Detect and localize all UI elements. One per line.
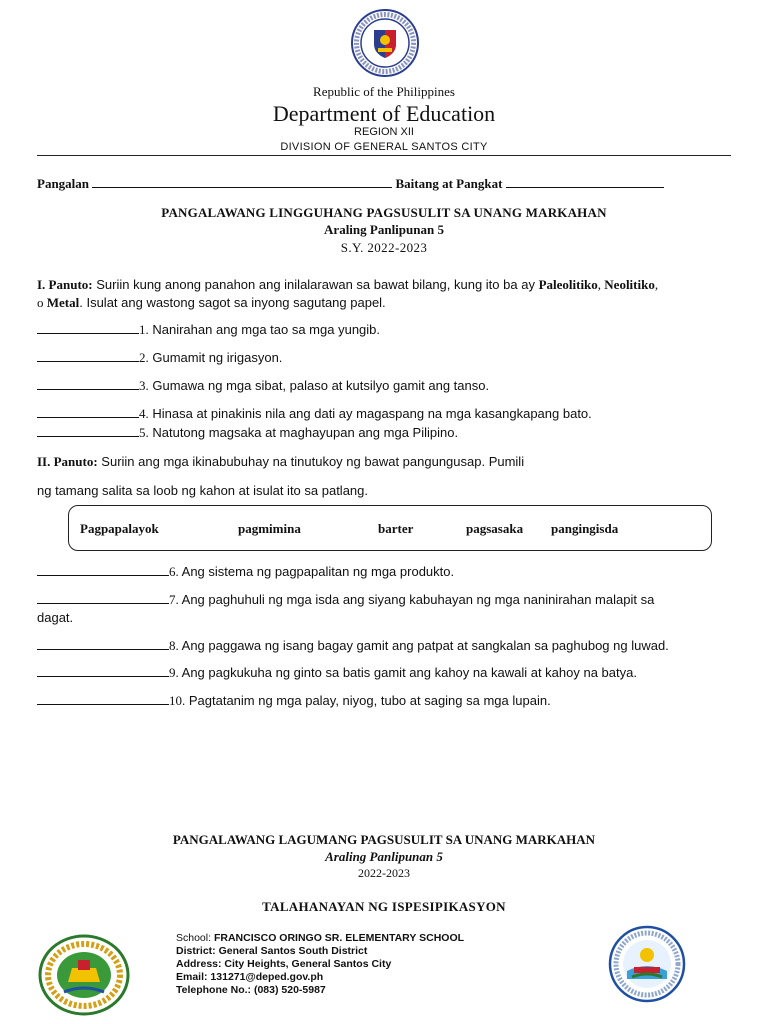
exam-school-year: S.Y. 2022-2023 bbox=[340, 240, 428, 255]
choice-word: pangingisda bbox=[551, 521, 619, 536]
answer-blank[interactable] bbox=[37, 406, 139, 418]
grade-blank[interactable] bbox=[506, 176, 664, 188]
part2-instructions: II. Panuto: Suriin ang mga ikinabubuhay na tinutukoy ng bawat pangungusap. Pumili bbox=[37, 454, 525, 469]
list-item: 8. Ang paggawa ng isang bagay gamit ang patpat at sangkalan sa paghubog ng luwad. bbox=[37, 638, 669, 654]
choice-word: barter bbox=[378, 521, 414, 536]
answer-blank[interactable] bbox=[37, 638, 169, 650]
summative-title: PANGALAWANG LAGUMANG PAGSUSULIT SA UNANG MARKAHAN bbox=[172, 832, 596, 847]
list-item: 2. Gumamit ng irigasyon. bbox=[37, 350, 282, 366]
answer-blank[interactable] bbox=[37, 592, 169, 604]
part2-label: II. Panuto: bbox=[37, 454, 98, 469]
list-item: 1. Nanirahan ang mga tao sa mga yungib. bbox=[37, 322, 380, 338]
part2-instructions-cont: ng tamang salita sa loob ng kahon at isulat ito sa patlang. bbox=[37, 483, 368, 498]
school-email: Email: 131271@deped.gov.ph bbox=[176, 971, 324, 983]
name-label: Pangalan bbox=[37, 176, 90, 191]
list-item-cont: dagat. bbox=[37, 610, 74, 625]
answer-blank[interactable] bbox=[37, 425, 139, 437]
school-telephone: Telephone No.: (083) 520-5987 bbox=[176, 984, 326, 996]
choice-word: pagmimina bbox=[238, 521, 301, 536]
choice-word: pagsasaka bbox=[466, 521, 524, 536]
division-logo-icon bbox=[608, 925, 686, 1003]
school-info: School: FRANCISCO ORINGO SR. ELEMENTARY SCHOOL District: General Santos South District Address: City Heights, General Santos City Email: 131271@deped.gov.ph Telephone No.: (083) 520-5987 bbox=[176, 932, 465, 996]
choice-word: Pagpapalayok bbox=[80, 521, 159, 536]
department-heading: Department of Education bbox=[272, 101, 496, 126]
list-item: 7. Ang paghuhuli ng mga isda ang siyang kabuhayan ng mga naninirahan malapit sa bbox=[37, 592, 654, 608]
list-item: 9. Ang pagkukuha ng ginto sa batis gamit ang kahoy na kawali at kahoy na batya. bbox=[37, 665, 637, 681]
name-blank[interactable] bbox=[92, 176, 392, 188]
republic-heading: Republic of the Philippines bbox=[313, 84, 455, 99]
list-item: 10. Pagtatanim ng mga palay, niyog, tubo at saging sa mga lupain. bbox=[37, 693, 551, 709]
school-district: District: General Santos South District bbox=[176, 945, 368, 957]
header-divider bbox=[37, 155, 731, 156]
answer-blank[interactable] bbox=[37, 693, 169, 705]
list-item: 4. Hinasa at pinakinis nila ang dati ay magaspang na mga kasangkapang bato. bbox=[37, 406, 592, 422]
region-heading: REGION XII bbox=[354, 126, 414, 138]
exam-title: PANGALAWANG LINGGUHANG PAGSUSULIT SA UNANG MARKAHAN bbox=[161, 205, 607, 220]
answer-blank[interactable] bbox=[37, 378, 139, 390]
answer-blank[interactable] bbox=[37, 322, 139, 334]
list-item: 6. Ang sistema ng pagpapalitan ng mga produkto. bbox=[37, 564, 454, 580]
division-heading: DIVISION OF GENERAL SANTOS CITY bbox=[280, 141, 488, 153]
part1-label: I. Panuto: bbox=[37, 277, 93, 292]
part1-instructions: I. Panuto: Suriin kung anong panahon ang inilalarawan sa bawat bilang, kung ito ba ay Paleolitiko, Neolitiko, o Metal. Isulat ang wastong sagot sa inyong sagutang papel. bbox=[37, 277, 659, 310]
list-item: 3. Gumawa ng mga sibat, palaso at kutsilyo gamit ang tanso. bbox=[37, 378, 489, 394]
answer-blank[interactable] bbox=[37, 665, 169, 677]
summative-year: 2022-2023 bbox=[358, 866, 410, 880]
student-info-row bbox=[37, 176, 664, 192]
grade-label: Baitang at Pangkat bbox=[395, 176, 503, 191]
exam-subject: Araling Panlipunan 5 bbox=[324, 222, 444, 237]
deped-seal-icon bbox=[350, 8, 420, 78]
list-item: 5. Natutong magsaka at maghayupan ang mga Pilipino. bbox=[37, 425, 458, 441]
summative-subject: Araling Panlipunan 5 bbox=[325, 849, 443, 864]
school-address: Address: City Heights, General Santos City bbox=[176, 958, 392, 970]
answer-blank[interactable] bbox=[37, 564, 169, 576]
school-logo-icon bbox=[38, 934, 130, 1016]
table-title: TALAHANAYAN NG ISPESIPIKASYON bbox=[262, 899, 506, 914]
answer-blank[interactable] bbox=[37, 350, 139, 362]
school-name: FRANCISCO ORINGO SR. ELEMENTARY SCHOOL bbox=[213, 932, 465, 944]
